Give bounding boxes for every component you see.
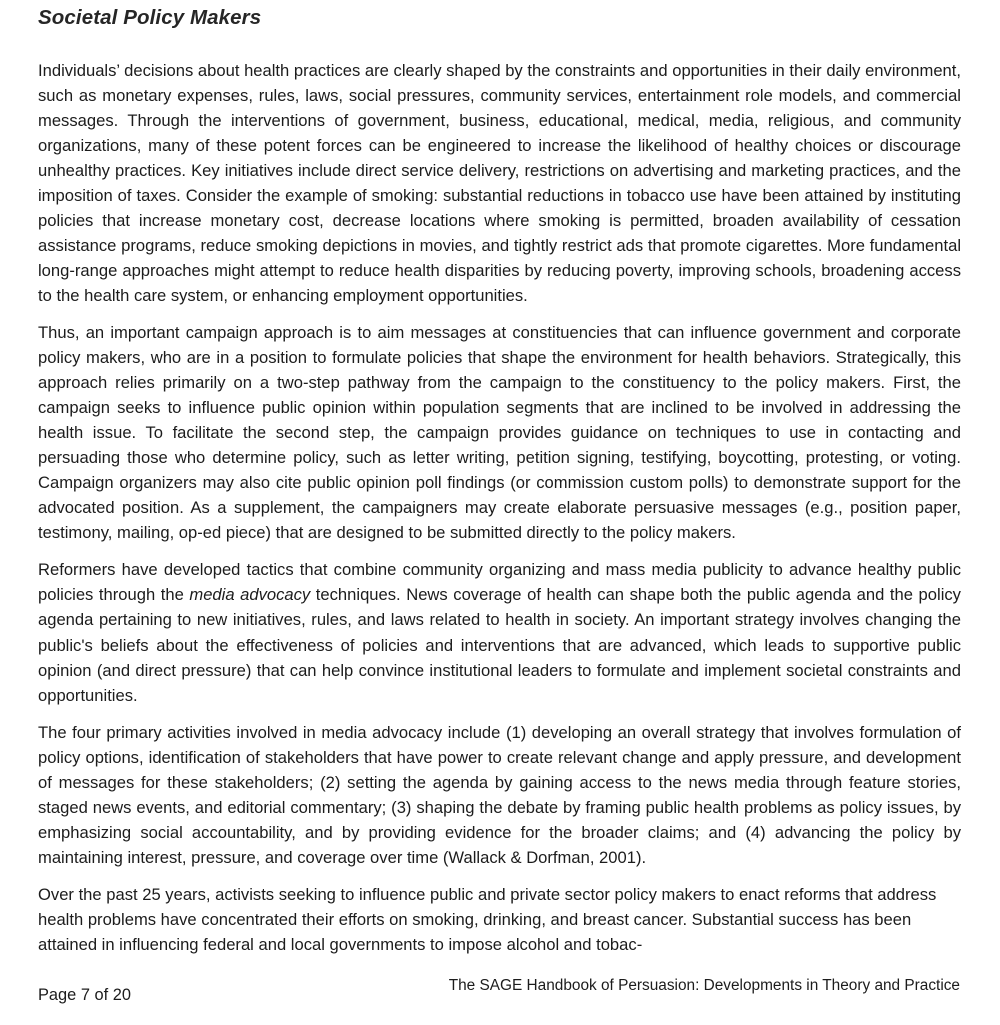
body-paragraph-1: Individuals’ decisions about health practices are clearly shaped by the constraints and opportunities in their daily environment, such as monetary expenses, rules, laws, social pressures, community services, entertainment role models, and commercial messages. Through the interventions of government, business, educational, medical, media, religious, and community organizations, many of these potent forces can be engineered to increase the likelihood of healthy choices or discourage unhealthy practices. Key initiatives include direct service delivery, restrictions on advertising and marketing practices, and the imposition of taxes. Consider the example of smoking: substantial reductions in tobacco use have been attained by instituting policies that increase monetary cost, decrease locations where smoking is permitted, broaden availability of cessation assistance programs, reduce smoking depictions in movies, and tightly restrict ads that promote cigarettes. More fundamental long-range approaches might attempt to reduce health disparities by reducing poverty, improving schools, broadening access to the health care system, or enhancing employment opportunities. xyxy=(38,60,961,305)
page-content xyxy=(38,0,961,957)
body-paragraph-3: Reformers have developed tactics that combine community organizing and mass media publicity to advance healthy public policies through the media advocacy techniques. News coverage of health can shape both the public agenda and the policy agenda pertaining to new initiatives, rules, and laws related to health in society. An important strategy involves changing the public's beliefs about the effectiveness of policies and interventions that are advanced, which leads to supportive public opinion (and direct pressure) that can help convince institutional leaders to formulate and implement societal constraints and opportunities. xyxy=(38,560,961,705)
emphasized-text: media advocacy xyxy=(189,585,311,605)
page-title: Societal Policy Makers xyxy=(38,6,262,29)
page-footer xyxy=(0,977,1000,1025)
footer-book-title: The SAGE Handbook of Persuasion: Developments in Theory and Practice xyxy=(448,977,960,994)
body-paragraph-2: Thus, an important campaign approach is to aim messages at constituencies that can influence government and corporate policy makers, who are in a position to formulate policies that shape the environment for health behaviors. Strategically, this approach relies primarily on a two-step pathway from the campaign to the constituency to the policy makers. First, the campaign seeks to influence public opinion within population segments that are inclined to be involved in addressing the health issue. To facilitate the second step, the campaign provides guidance on techniques to use in contacting and persuading those who determine policy, such as letter writing, petition signing, testifying, boycotting, protesting, or voting. Campaign organizers may also cite public opinion poll findings (or commission custom polls) to demonstrate support for the advocated position. As a supplement, the campaigners may create elaborate persuasive messages (e.g., position paper, testimony, mailing, op-ed piece) that are designed to be submitted directly to the policy makers. xyxy=(38,322,961,543)
footer-page-number: Page 7 of 20 xyxy=(38,986,131,1004)
body-paragraph-4: The four primary activities involved in media advocacy include (1) developing an overall strategy that involves formulation of policy options, identification of stakeholders that have power to create relevant change and apply pressure, and development of messages for these stakeholders; (2) setting the agenda by gaining access to the news media through feature stories, staged news events, and editorial commentary; (3) shaping the debate by framing public health problems as policy issues, by emphasizing social accountability, and by providing evidence for the broader claims; and (4) advancing the policy by maintaining interest, pressure, and coverage over time (Wallack & Dorfman, 2001). xyxy=(38,722,961,867)
body-paragraph-5: Over the past 25 years, activists seeking to influence public and private sector policy makers to enact reforms that address health problems have concentrated their efforts on smoking, drinking, and breast cancer. Substantial success has been attained in influencing federal and local governments to impose alcohol and tobac- xyxy=(38,884,937,955)
